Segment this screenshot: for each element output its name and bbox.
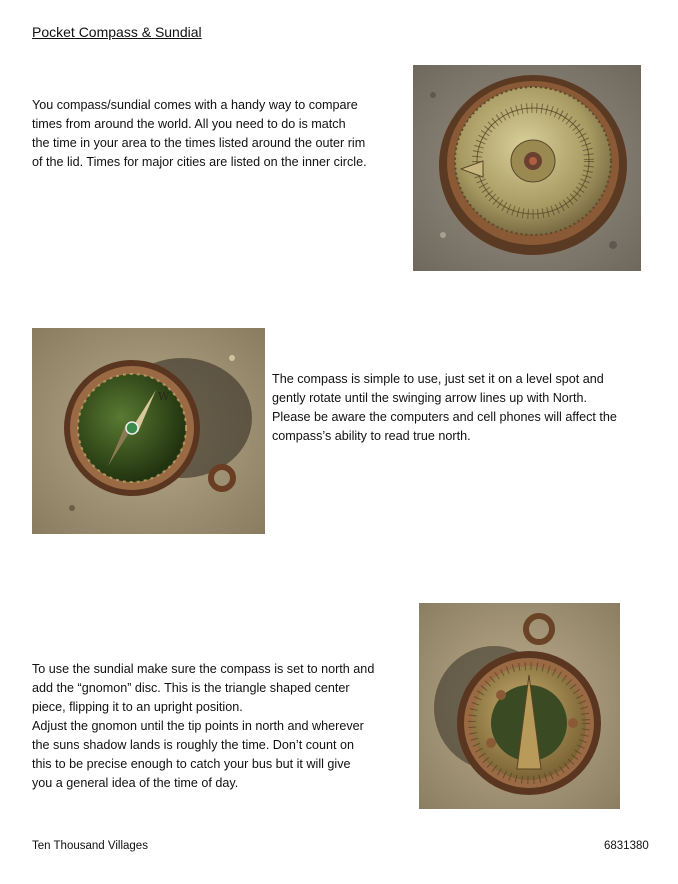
sundial-photo bbox=[419, 603, 620, 809]
sundial-paragraph: To use the sundial make sure the compass is set to north and add the “gnomon” disc. This is the triangle shaped center piece, flipping it to an upright position. Adjust the gnomon until the tip points in north and wherever the suns shadow lands is roughly the time. Don’t count on this to be precise enough to catch your bus but it will give you a general idea of the time of day. bbox=[32, 662, 375, 790]
world-time-lid-photo bbox=[413, 65, 641, 271]
footer-item-number: 6831380 bbox=[604, 840, 649, 852]
page-title: Pocket Compass & Sundial bbox=[32, 24, 202, 40]
compass-paragraph: The compass is simple to use, just set it on a level spot and gently rotate until the swinging arrow lines up with North. Please be aware the computers and cell phones will affect the compass’s ability to read true north. bbox=[272, 372, 617, 443]
world-time-paragraph: You compass/sundial comes with a handy way to compare times from around the world. All you need to do is match the time in your area to the times listed around the outer rim of the lid. Times for major cities are listed on the inner circle. bbox=[32, 98, 367, 169]
compass-dial-letter: W bbox=[158, 390, 170, 403]
compass-photo bbox=[32, 328, 265, 534]
footer-organization: Ten Thousand Villages bbox=[32, 840, 148, 852]
